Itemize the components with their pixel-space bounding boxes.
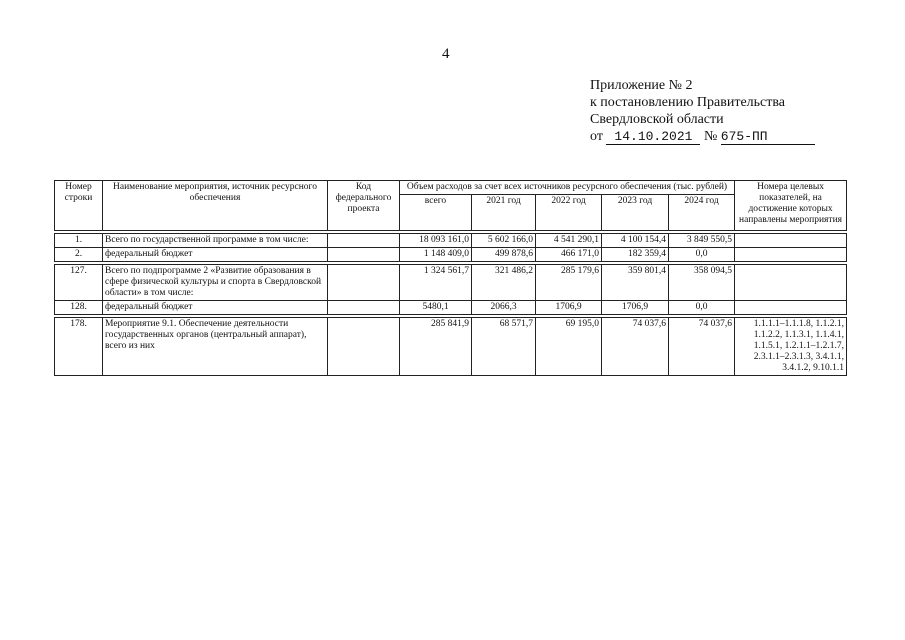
row-total: 285 841,9 [400,318,472,376]
row-total: 5480,1 [400,301,472,315]
header-volume: Объем расходов за счет всех источников ресурсного обеспечения (тыс. рублей) [400,181,735,195]
row-targets: 1.1.1.1–1.1.1.8, 1.1.2.1, 1.1.2.2, 1.1.3.1, 1.1.4.1, 1.1.5.1, 1.2.1.1–1.2.1.7, 2.3.1.1–2.3.1.3, 3.4.1.1, 3.4.1.2, 9.10.1.1 [735,318,847,376]
table-row [55,234,847,248]
row-number: 1. [55,234,103,248]
row-2023: 1706,9 [602,301,669,315]
number-prefix: № [703,129,718,144]
header-2021: 2021 год [472,195,536,231]
appendix-line-2: к постановлению Правительства [590,95,786,110]
row-2023: 74 037,6 [602,318,669,376]
row-2021: 68 571,7 [472,318,536,376]
row-total: 18 093 161,0 [400,234,472,248]
row-2021: 5 602 166,0 [472,234,536,248]
row-name: федеральный бюджет [103,301,328,315]
row-code [328,301,400,315]
row-2021: 499 878,6 [472,248,536,262]
row-2022: 285 179,6 [536,265,602,301]
row-targets [735,301,847,315]
row-number: 128. [55,301,103,315]
date-value: 14.10.2021 [606,130,700,145]
header-2024: 2024 год [669,195,735,231]
row-2022: 1706,9 [536,301,602,315]
row-2023: 182 359,4 [602,248,669,262]
row-2021: 2066,3 [472,301,536,315]
row-targets [735,248,847,262]
row-2023: 4 100 154,4 [602,234,669,248]
row-2022: 466 171,0 [536,248,602,262]
row-code [328,318,400,376]
table-row [55,318,847,376]
row-2022: 4 541 290,1 [536,234,602,248]
row-2024: 358 094,5 [669,265,735,301]
row-name: федеральный бюджет [103,248,328,262]
row-number: 127. [55,265,103,301]
appendix-header [590,77,815,145]
row-2024: 0,0 [669,301,735,315]
header-2022: 2022 год [536,195,602,231]
header-name: Наименование мероприятия, источник ресурсного обеспечения [103,181,328,231]
row-name: Всего по подпрограмме 2 «Развитие образования в сфере физической культуры и спорта в Свердловской области» в том числе: [103,265,328,301]
row-code [328,248,400,262]
row-name: Всего по государственной программе в том числе: [103,234,328,248]
appendix-date-line [590,128,815,145]
row-2022: 69 195,0 [536,318,602,376]
row-name: Мероприятие 9.1. Обеспечение деятельности государственных органов (центральный аппарат), всего из них [103,318,328,376]
row-2023: 359 801,4 [602,265,669,301]
row-code [328,234,400,248]
resource-table [54,180,847,376]
row-total: 1 148 409,0 [400,248,472,262]
row-targets [735,265,847,301]
header-code: Код федерального проекта [328,181,400,231]
row-2024: 0,0 [669,248,735,262]
table-row [55,248,847,262]
header-2023: 2023 год [602,195,669,231]
row-code [328,265,400,301]
page-number: 4 [442,46,450,62]
row-2024: 74 037,6 [669,318,735,376]
date-prefix: от [590,129,603,144]
row-total: 1 324 561,7 [400,265,472,301]
header-row-number: Номер строки [55,181,103,231]
header-targets: Номера целевых показателей, на достижение которых направлены мероприятия [735,181,847,231]
row-number: 2. [55,248,103,262]
appendix-line-3: Свердловской области [590,112,724,127]
row-2024: 3 849 550,5 [669,234,735,248]
table-row [55,301,847,315]
number-value: 675-ПП [721,130,815,145]
row-number: 178. [55,318,103,376]
table-row [55,265,847,301]
row-2021: 321 486,2 [472,265,536,301]
header-total: всего [400,195,472,231]
appendix-title: Приложение № 2 [590,78,693,93]
header-row [55,181,847,195]
row-targets [735,234,847,248]
